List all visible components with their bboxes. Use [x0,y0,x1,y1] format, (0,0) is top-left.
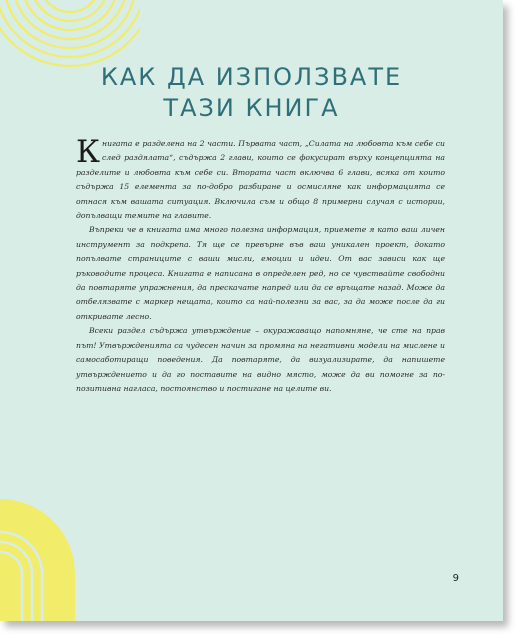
decorative-arcs-bottom [0,496,95,621]
page-title [0,62,503,124]
title-line-2: ТАЗИ КНИГА [163,94,340,122]
paragraph-1-text: нигата е разделена на 2 части. Първата част, „Силата на любовта към себе си след раздялата“, съдържа 2 глави, които се фокусират върху концепцията на разделите и любовта към себе си. Втората част включва 6 глави, всяка от които съдържа 15 елемента за по-добро разбиране и осмисляне как информацията се отнася към вашата ситуация. Включила съм и общо 8 примерни случая с истории, допълващи темите на главите. [76,139,445,221]
paragraph-2: Въпреки че в книгата има много полезна информация, приемете я като ваш личен инструмент за подкрепа. Тя ще се превърне във ваш уникален проект, докато попълвате страниците с ваши мисли, емоции и идеи. От вас зависи как ще ръководите процеса. Книгата е написана в определен ред, но се чувствайте свободни да повтаряте упражнения, да прескачате напред или да се връщате назад. Може да отбелязвате с маркер нещата, които са най-полезни за вас, за да може после да ги откривате лесно. [76,225,445,321]
page-number: 9 [452,573,459,584]
title-line-1: КАК ДА ИЗПОЛЗВАТЕ [100,63,403,91]
body-text [76,134,445,396]
paragraph-3: Всеки раздел съдържа утвърждение – окуражаващо напомняне, че сте на прав път! Утвържденията са чудесен начин за промяна на негативни модели на мислене и самосаботиращи поведения. Да повтаряте, да визуализирате, да напишете утвърждението и да го поставите на видно място, може да ви помогне за по-позитивна нагласа, постоянство и постигане на целите ви. [76,326,445,393]
paragraph-1 [76,134,445,223]
drop-cap: К [76,134,100,170]
